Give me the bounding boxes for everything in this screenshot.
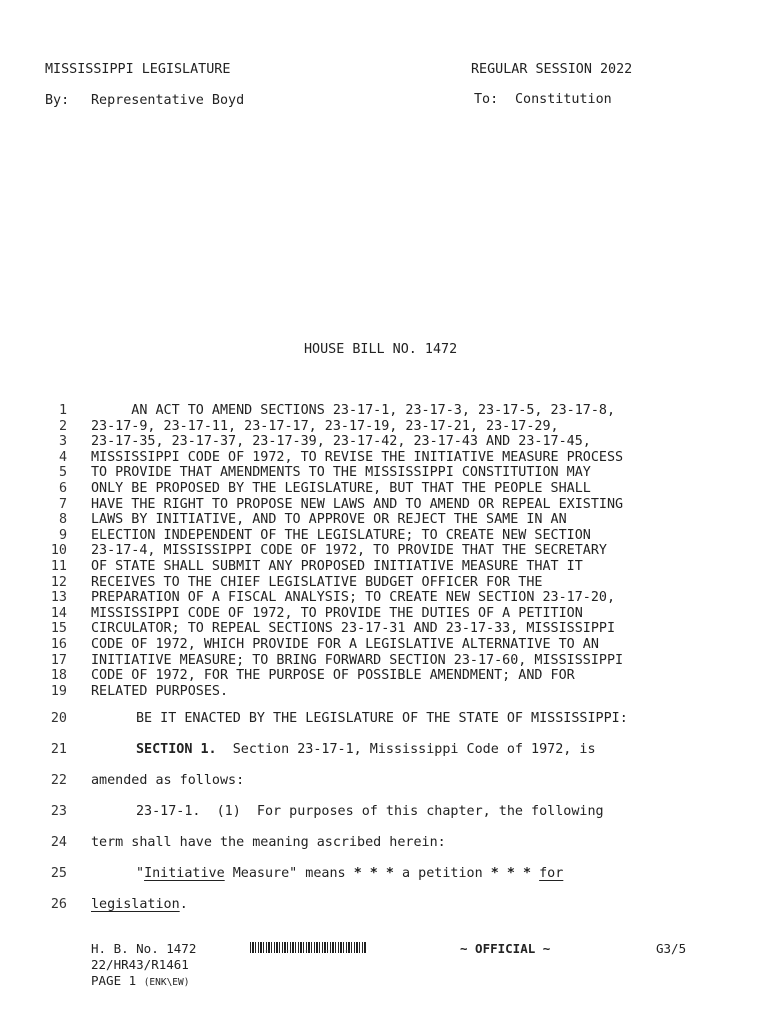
sponsor-label: By: [45,93,70,108]
act-title-line: 23-17-9, 23-17-11, 23-17-17, 23-17-19, 23-17-21, 23-17-29, [91,418,559,434]
act-title-line: LAWS BY INITIATIVE, AND TO APPROVE OR REJECT THE SAME IN AN [91,512,567,528]
line-number: 1 [58,403,67,418]
body-text: a petition [394,866,491,881]
committee-name: Constitution [515,92,612,107]
line-number: 9 [58,527,67,543]
line-number: 15 [50,621,67,637]
inserted-text: Initiative [144,866,225,881]
footer-page-line [91,973,189,988]
official-label: ~ OFFICIAL ~ [460,941,551,956]
quote-mark: " [136,866,145,881]
section-label: SECTION 1. [136,742,217,757]
act-title-line: 23-17-35, 23-17-37, 23-17-39, 23-17-42, 23-17-43 AND 23-17-45, [91,434,591,450]
act-title-line: ONLY BE PROPOSED BY THE LEGISLATURE, BUT THAT THE PEOPLE SHALL [91,481,591,496]
act-title-line: RELATED PURPOSES. [91,683,229,699]
bill-title: HOUSE BILL NO. 1472 [304,342,458,357]
deletion-marker: * * * [490,866,532,881]
line-number: 16 [50,637,67,652]
line-number: 3 [58,434,67,450]
line-number: 14 [50,605,67,621]
act-title-line: CODE OF 1972, FOR THE PURPOSE OF POSSIBLE AMENDMENT; AND FOR [91,668,575,684]
line-number: 20 [50,711,67,726]
act-title-line: HAVE THE RIGHT TO PROPOSE NEW LAWS AND TO AMEND OR REPEAL EXISTING [91,496,624,512]
page-number: PAGE 1 [91,973,137,988]
line-number: 22 [50,773,67,788]
enacting-clause: BE IT ENACTED BY THE LEGISLATURE OF THE STATE OF MISSISSIPPI: [136,711,628,726]
body-line: 23-17-1. (1) For purposes of this chapter, the following [136,804,604,819]
line-number: 5 [58,465,67,481]
body-line: term shall have the meaning ascribed herein: [91,835,446,850]
section-heading-line [136,742,596,757]
line-number: 4 [58,449,67,465]
line-number: 18 [50,668,67,684]
act-title-line: CIRCULATOR; TO REPEAL SECTIONS 23-17-31 AND 23-17-33, MISSISSIPPI [91,621,616,637]
legislature-name: MISSISSIPPI LEGISLATURE [45,62,231,77]
act-title-line: ELECTION INDEPENDENT OF THE LEGISLATURE; TO CREATE NEW SECTION [91,527,591,543]
line-number: 17 [50,652,67,668]
act-title-line: TO PROVIDE THAT AMENDMENTS TO THE MISSISSIPPI CONSTITUTION MAY [91,465,591,481]
line-number: 21 [50,742,67,757]
inserted-text: legislation [91,897,180,912]
act-title-line: RECEIVES TO THE CHIEF LEGISLATIVE BUDGET OFFICER FOR THE [91,574,543,590]
line-number: 13 [50,590,67,606]
sponsor-name: Representative Boyd [91,93,245,108]
body-text: Measure" means [224,866,354,881]
line-number: 11 [50,559,67,574]
act-title-line: INITIATIVE MEASURE; TO BRING FORWARD SECTION 23-17-60, MISSISSIPPI [91,652,624,668]
line-number: 23 [50,804,67,819]
line-number: 8 [58,512,67,528]
section-text: Section 23-17-1, Mississippi Code of 1972, is [216,742,596,757]
space [531,866,539,881]
line-number: 24 [50,835,67,850]
act-title-line: MISSISSIPPI CODE OF 1972, TO PROVIDE THE DUTIES OF A PETITION [91,605,583,621]
footer-bill-number: H. B. No. 1472 [91,941,197,956]
act-title-line: MISSISSIPPI CODE OF 1972, TO REVISE THE INITIATIVE MEASURE PROCESS [91,449,624,465]
line-number: 7 [58,496,67,512]
act-title-line: AN ACT TO AMEND SECTIONS 23-17-1, 23-17-3, 23-17-5, 23-17-8, [91,403,616,418]
footer-code: G3/5 [656,941,687,956]
barcode-image [250,942,366,953]
line-number: 6 [58,481,67,496]
line-number: 10 [50,543,67,559]
line-number: 26 [50,897,67,912]
line-number: 12 [50,574,67,590]
act-title-line: 23-17-4, MISSISSIPPI CODE OF 1972, TO PROVIDE THAT THE SECRETARY [91,543,607,559]
act-title-line: OF STATE SHALL SUBMIT ANY PROPOSED INITIATIVE MEASURE THAT IT [91,559,583,574]
inserted-text: for [539,866,564,881]
line-number: 25 [50,866,67,881]
line-number: 2 [58,418,67,434]
body-line: amended as follows: [91,773,245,788]
body-text: . [179,897,188,912]
act-title-line: CODE OF 1972, WHICH PROVIDE FOR A LEGISLATIVE ALTERNATIVE TO AN [91,637,599,652]
committee-label: To: [474,92,499,107]
typist-initials: (ENK\EW) [143,977,190,988]
session-label: REGULAR SESSION 2022 [471,62,633,77]
act-title-line: PREPARATION OF A FISCAL ANALYSIS; TO CREATE NEW SECTION 23-17-20, [91,590,616,606]
definition-line [136,866,563,881]
line-number: 19 [50,683,67,699]
deletion-marker: * * * [353,866,394,881]
definition-line-end [91,897,188,912]
footer-reference: 22/HR43/R1461 [91,957,189,972]
